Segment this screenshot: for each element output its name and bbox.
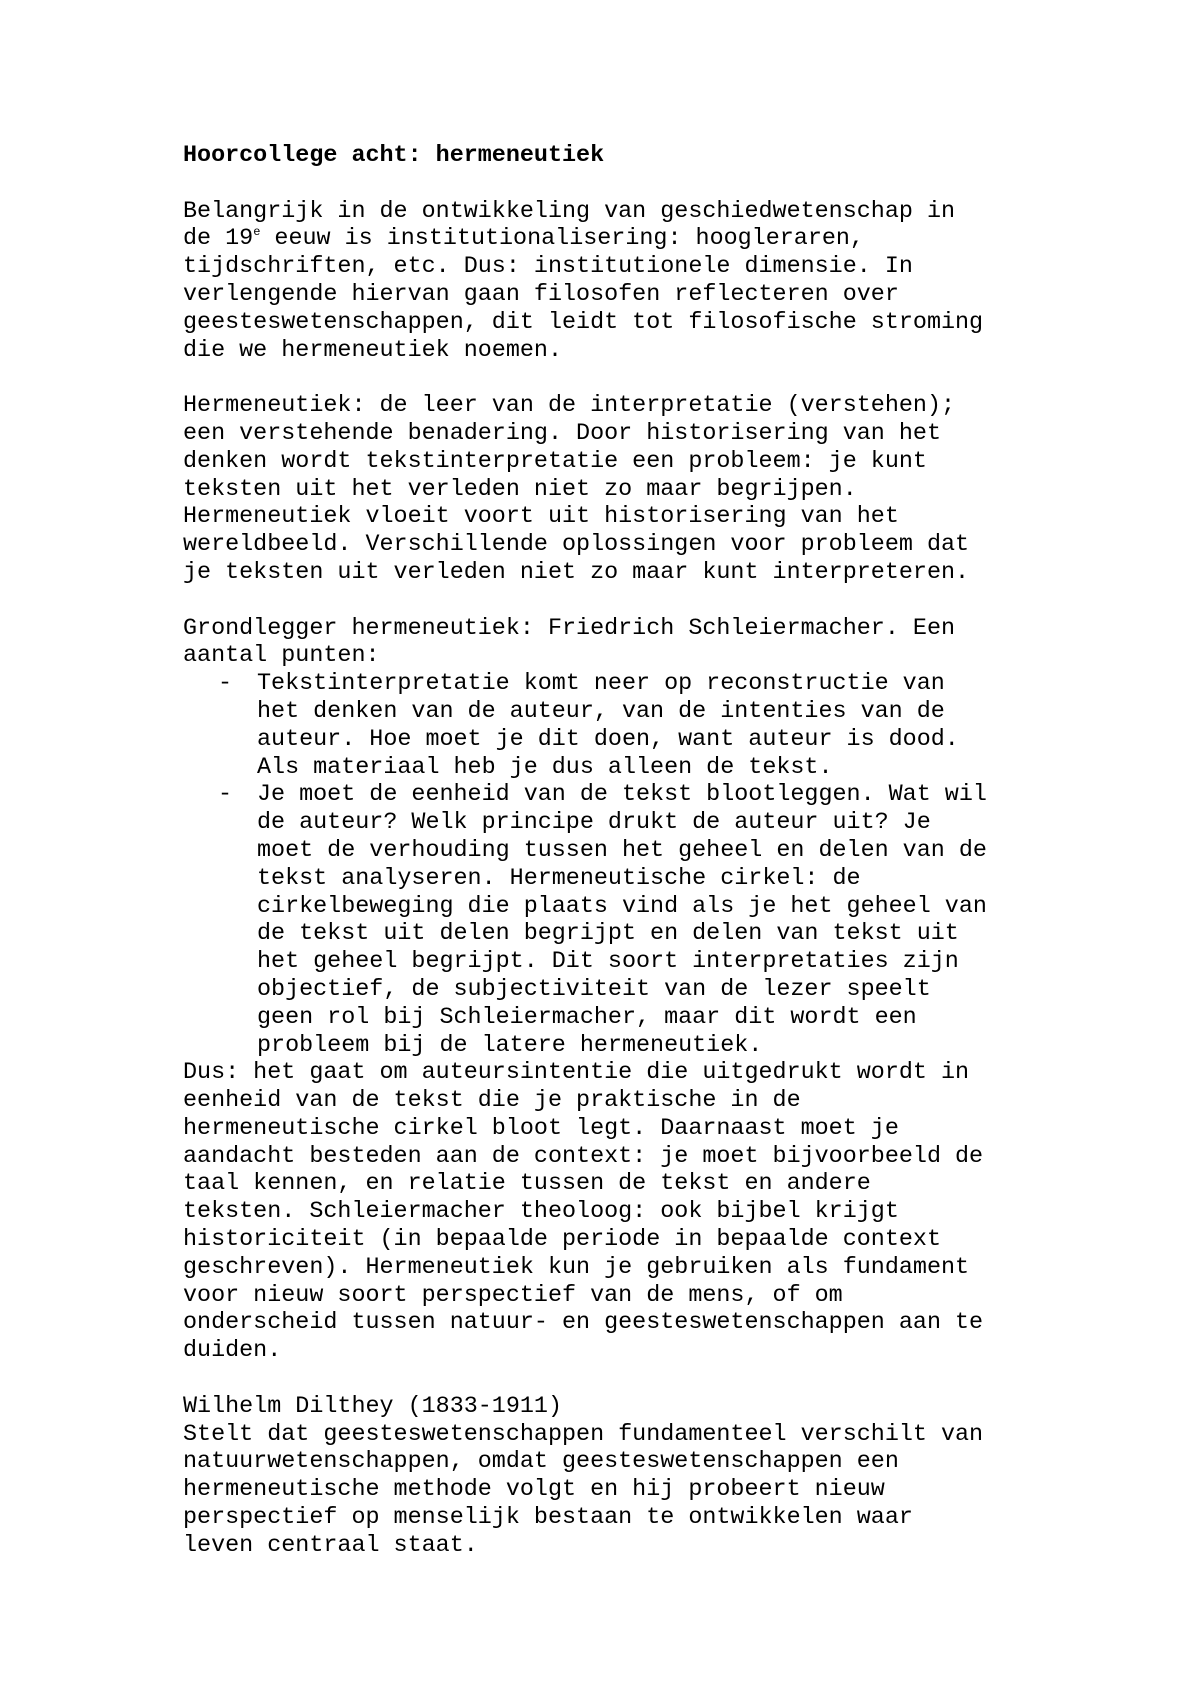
text-line: Tekstinterpretatie komt neer op reconstructie van <box>257 671 945 698</box>
text-line: probleem bij de latere hermeneutiek. <box>257 1032 763 1059</box>
document-body <box>183 143 1063 1588</box>
text-line: die we hermeneutiek noemen. <box>183 337 562 364</box>
text-line: Als materiaal heb je dus alleen de tekst. <box>257 754 833 781</box>
text-fragment: de 19 <box>183 226 254 253</box>
text-line: eenheid van de tekst die je praktische in de <box>183 1088 801 1115</box>
text-line: de tekst uit delen begrijpt en delen van tekst uit <box>257 921 959 948</box>
text-line: moet de verhouding tussen het geheel en delen van de <box>257 837 987 864</box>
bullet-dash: - <box>218 671 233 698</box>
grondlegger-paragraph <box>183 616 1063 672</box>
text-line: teksten uit het verleden niet zo maar begrijpen. <box>183 476 857 503</box>
text-line: aandacht besteden aan de context: je moet bijvoorbeeld de <box>183 1143 984 1170</box>
text-line: Grondlegger hermeneutiek: Friedrich Schleiermacher. Een <box>183 615 956 642</box>
bullet-dash: - <box>218 782 233 809</box>
dus-paragraph <box>183 1060 1063 1366</box>
text-line: Hermeneutiek vloeit voort uit historisering van het <box>183 504 899 531</box>
text-line: natuurwetenschappen, omdat geesteswetenschappen een <box>183 1449 899 1476</box>
text-line: historiciteit (in bepaalde periode in bepaalde context <box>183 1227 941 1254</box>
text-line: Hermeneutiek: de leer van de interpretatie (verstehen); <box>183 393 956 420</box>
text-line: aantal punten: <box>183 643 380 670</box>
text-line: Stelt dat geesteswetenschappen fundamenteel verschilt van <box>183 1421 984 1448</box>
text-line: leven centraal staat. <box>183 1532 478 1559</box>
text-line: objectief, de subjectiviteit van de lezer speelt <box>257 976 931 1003</box>
text-line: Wilhelm Dilthey (1833-1911) <box>183 1393 562 1420</box>
intro-paragraph <box>183 199 1063 366</box>
text-line: Belangrijk in de ontwikkeling van geschiedwetenschap in <box>183 198 956 225</box>
dilthey-paragraph <box>183 1394 1063 1561</box>
text-line: de auteur? Welk principe drukt de auteur uit? Je <box>257 810 931 837</box>
list-item <box>183 782 1063 1060</box>
text-line: auteur. Hoe moet je dit doen, want auteur is dood. <box>257 726 959 753</box>
text-line: Je moet de eenheid van de tekst blootleggen. Wat wil <box>257 782 987 809</box>
text-line: taal kennen, en relatie tussen de tekst en andere <box>183 1171 871 1198</box>
text-line: het denken van de auteur, van de intenties van de <box>257 698 945 725</box>
text-line: Dus: het gaat om auteursintentie die uitgedrukt wordt in <box>183 1060 970 1087</box>
text-line: duiden. <box>183 1338 282 1365</box>
text-fragment: eeuw is institutionalisering: hoogleraren, <box>260 226 864 253</box>
text-line: teksten. Schleiermacher theoloog: ook bijbel krijgt <box>183 1199 899 1226</box>
text-line: tekst analyseren. Hermeneutische cirkel: de <box>257 865 861 892</box>
text-line: een verstehende benadering. Door historisering van het <box>183 420 941 447</box>
text-line <box>183 226 1063 254</box>
document-title: Hoorcollege acht: hermeneutiek <box>183 143 605 169</box>
text-line: denken wordt tekstinterpretatie een probleem: je kunt <box>183 448 927 475</box>
hermeneutiek-paragraph <box>183 393 1063 588</box>
superscript: e <box>253 225 261 240</box>
text-line: hermeneutische cirkel bloot legt. Daarnaast moet je <box>183 1115 899 1142</box>
text-line: hermeneutische methode volgt en hij probeert nieuw <box>183 1477 885 1504</box>
text-line: het geheel begrijpt. Dit soort interpretaties zijn <box>257 949 959 976</box>
text-line: geschreven). Hermeneutiek kun je gebruiken als fundament <box>183 1254 970 1281</box>
text-line: cirkelbeweging die plaats vind als je het geheel van <box>257 893 987 920</box>
text-line: je teksten uit verleden niet zo maar kunt interpreteren. <box>183 559 970 586</box>
text-line: onderscheid tussen natuur- en geesteswetenschappen aan te <box>183 1310 984 1337</box>
list-item <box>183 671 1063 782</box>
text-line: geen rol bij Schleiermacher, maar dit wordt een <box>257 1004 917 1031</box>
text-line: perspectief op menselijk bestaan te ontwikkelen waar <box>183 1505 913 1532</box>
bullet-list <box>183 671 1063 1060</box>
text-line: verlengende hiervan gaan filosofen reflecteren over <box>183 281 899 308</box>
text-line: tijdschriften, etc. Dus: institutionele dimensie. In <box>183 254 913 281</box>
text-line: voor nieuw soort perspectief van de mens, of om <box>183 1282 843 1309</box>
text-line: geesteswetenschappen, dit leidt tot filosofische stroming <box>183 309 984 336</box>
text-line: wereldbeeld. Verschillende oplossingen voor probleem dat <box>183 532 970 559</box>
